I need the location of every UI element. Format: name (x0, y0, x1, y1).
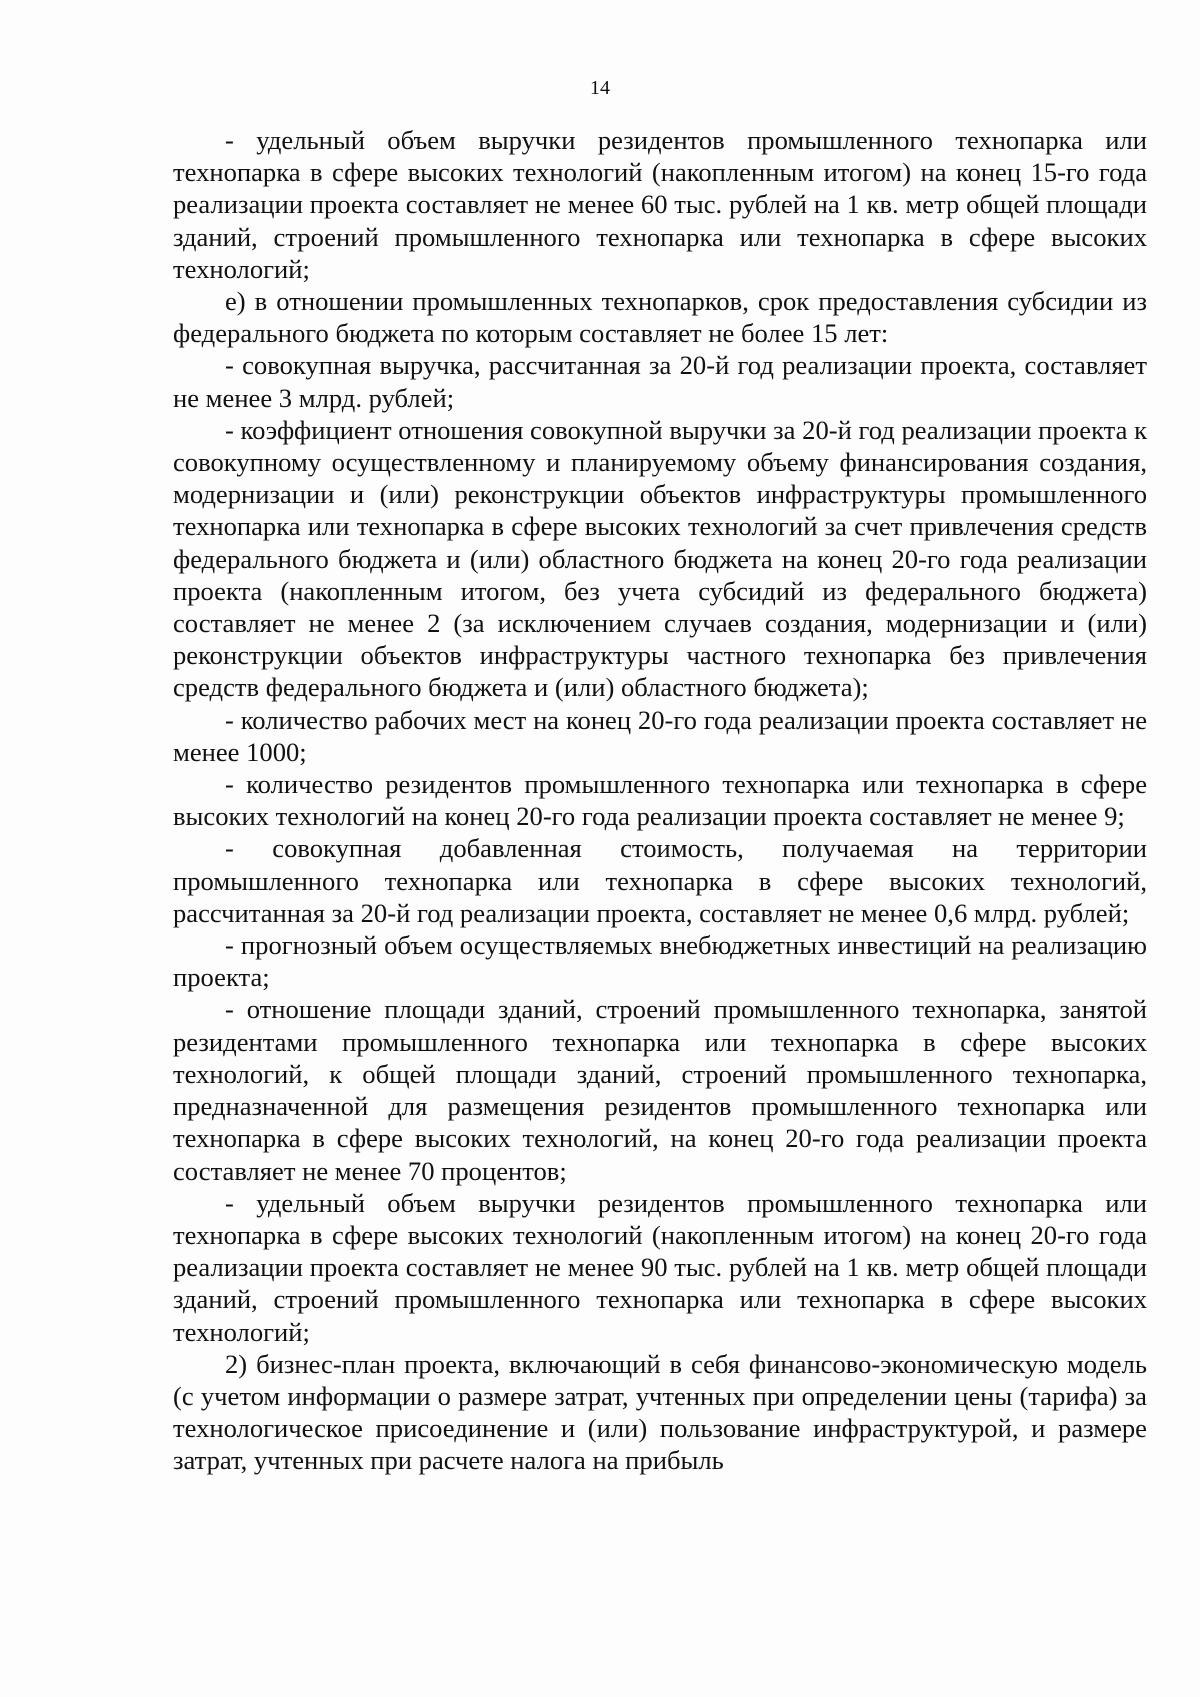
paragraph: - удельный объем выручки резидентов промышленного технопарка или технопарка в сфере высоких технологий (накопленным итогом) на конец 15-го года реализации проекта составляет не менее 60 тыс. рублей на 1 кв. метр общей площади зданий, строений промышленного технопарка или технопарка в сфере высоких технологий; (173, 125, 1147, 284)
paragraph: - коэффициент отношения совокупной выручки за 20-й год реализации проекта к совокупному осуществленному и планируемому объему финансирования создания, модернизации и (или) реконструкции объектов инфраструктуры промышленного технопарка или технопарка в сфере высоких технологий за счет привлечения средств федерального бюджета и (или) областного бюджета на конец 20-го года реализации проекта (накопленным итогом, без учета субсидий из федерального бюджета) составляет не менее 2 (за исключением случаев создания, модернизации и (или) реконструкции объектов инфраструктуры частного технопарка без привлечения средств федерального бюджета и (или) областного бюджета); (173, 414, 1147, 703)
paragraph: - совокупная добавленная стоимость, получаемая на территории промышленного технопарка или технопарка в сфере высоких технологий, рассчитанная за 20-й год реализации проекта, составляет не менее 0,6 млрд. рублей; (173, 833, 1147, 928)
paragraph: е) в отношении промышленных технопарков, срок предоставления субсидии из федерального бюджета по которым составляет не более 15 лет: (173, 286, 1147, 349)
page-number: 14 (590, 77, 610, 99)
paragraph: - удельный объем выручки резидентов промышленного технопарка или технопарка в сфере высоких технологий (накопленным итогом) на конец 20-го года реализации проекта составляет не менее 90 тыс. рублей на 1 кв. метр общей площади зданий, строений промышленного технопарка или технопарка в сфере высоких технологий; (173, 1187, 1147, 1347)
paragraph: - совокупная выручка, рассчитанная за 20-й год реализации проекта, составляет не менее 3 млрд. рублей; (173, 350, 1147, 413)
document-body (173, 124, 1147, 1477)
paragraph: - прогнозный объем осуществляемых внебюджетных инвестиций на реализацию проекта; (173, 930, 1147, 993)
paragraph: - отношение площади зданий, строений промышленного технопарка, занятой резидентами промышленного технопарка или технопарка в сфере высоких технологий, к общей площади зданий, строений промышленного технопарка, предназначенной для размещения резидентов промышленного технопарка или технопарка в сфере высоких технологий, на конец 20-го года реализации проекта составляет не менее 70 процентов; (173, 994, 1147, 1186)
paragraph: - количество резидентов промышленного технопарка или технопарка в сфере высоких технологий на конец 20-го года реализации проекта составляет не менее 9; (173, 769, 1147, 832)
paragraph: 2) бизнес-план проекта, включающий в себя финансово-экономическую модель (с учетом информации о размере затрат, учтенных при определении цены (тарифа) за технологическое присоединение и (или) пользование инфраструктурой, и размере затрат, учтенных при расчете налога на прибыль (173, 1348, 1147, 1476)
paragraph: - количество рабочих мест на конец 20-го года реализации проекта составляет не менее 1000; (173, 704, 1147, 767)
